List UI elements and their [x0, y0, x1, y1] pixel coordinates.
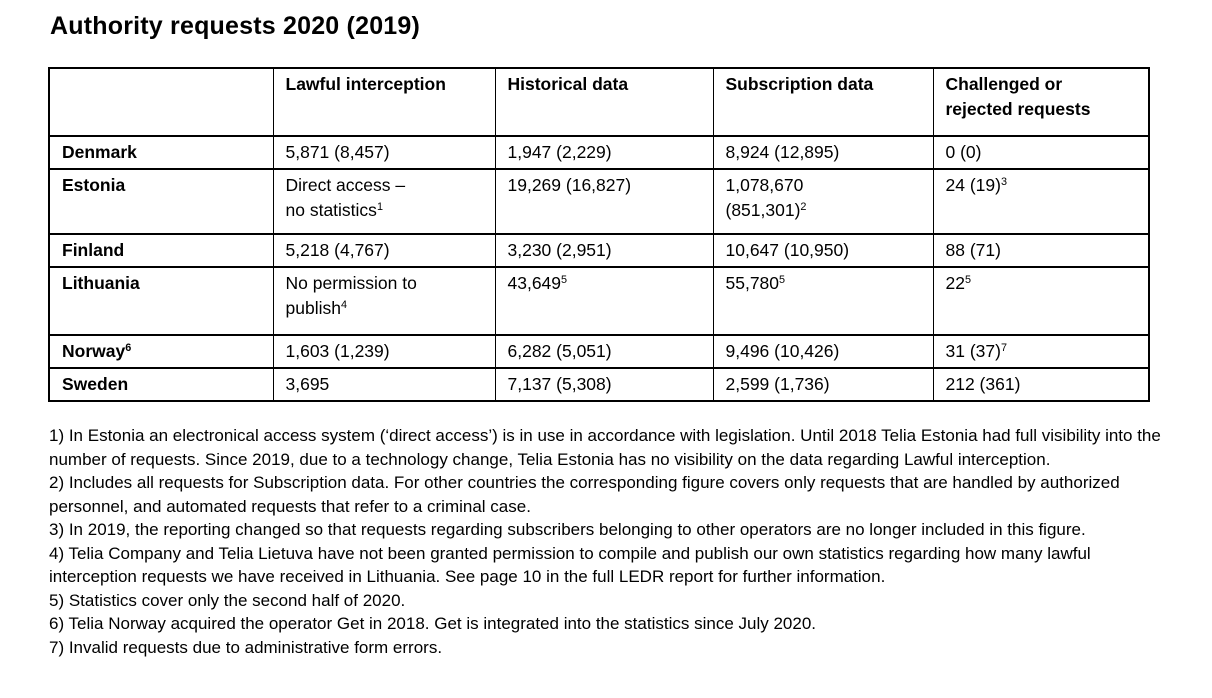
footnote-reference: 5 — [561, 274, 568, 287]
header-cell-empty — [49, 68, 273, 136]
value-cell: 19,269 (16,827) — [495, 169, 713, 234]
table-row — [49, 335, 1149, 368]
value-cell: 5,218 (4,767) — [273, 234, 495, 267]
country-cell: Sweden — [49, 368, 273, 401]
header-cell: Historical data — [495, 68, 713, 136]
footnote-reference: 1 — [376, 201, 383, 214]
footnote: 2) Includes all requests for Subscription data. For other countries the corresponding figure covers only requests that are handled by authorized personnel, and automated requests that refer to a criminal case. — [49, 473, 1120, 516]
table-row — [49, 368, 1149, 401]
value-cell: 1,078,670 $(851,301)^2$ — [713, 169, 933, 234]
value-cell: 3,230 (2,951) — [495, 234, 713, 267]
page-title: Authority requests 2020 (2019) — [50, 12, 421, 40]
table-header-row — [49, 68, 1149, 136]
footnote-reference: 4 — [340, 299, 347, 312]
value-cell: $22^5$ — [933, 267, 1149, 335]
footnote-reference: 3 — [1000, 176, 1007, 189]
value-cell: 43,649$^5$ — [495, 267, 713, 335]
country-cell: Estonia — [49, 169, 273, 234]
footnote-reference: 2 — [800, 201, 807, 214]
table-row — [49, 169, 1149, 234]
table-row — [49, 267, 1149, 335]
country-cell: Norway$^6$ — [49, 335, 273, 368]
table-body — [49, 136, 1149, 401]
country-cell: Finland — [49, 234, 273, 267]
footnote-reference: 5 — [779, 274, 786, 287]
footnote: 6) Telia Norway acquired the operator Get in 2018. Get is integrated into the statistics since July 2020. — [49, 614, 816, 633]
value-cell: 24 $(19)^3$ — [933, 169, 1149, 234]
value-cell: 2,599 (1,736) — [713, 368, 933, 401]
footnote: 1) In Estonia an electronical access system (‘direct access’) is in use in accordance with legislation. Until 2018 Telia Estonia had full visibility into the number of requests. Since 2019, due to a technology change, Telia Estonia has no visibility on the data regarding Lawful interception. — [49, 426, 1161, 469]
value-cell: 55,780$^5$ — [713, 267, 933, 335]
footnote-reference: 5 — [964, 274, 971, 287]
value-cell: 31 $(37)^7$ — [933, 335, 1149, 368]
table-row — [49, 234, 1149, 267]
value-cell: 8,924 (12,895) — [713, 136, 933, 169]
header-cell: Subscription data — [713, 68, 933, 136]
value-cell: 1,603 (1,239) — [273, 335, 495, 368]
value-cell: 1,947 (2,229) — [495, 136, 713, 169]
authority-requests-table — [48, 67, 1150, 402]
value-cell: 10,647 (10,950) — [713, 234, 933, 267]
value-cell: 3,695 — [273, 368, 495, 401]
value-cell: 9,496 (10,426) — [713, 335, 933, 368]
header-cell: Challenged or rejected requests — [933, 68, 1149, 136]
footnote-reference: 6 — [125, 342, 132, 355]
value-cell: 5,871 (8,457) — [273, 136, 495, 169]
footnote: 4) Telia Company and Telia Lietuva have not been granted permission to compile and publish our own statistics regarding how many lawful interception requests we have received in Lithuania. See page 10 in the full LEDR report for further information. — [49, 543, 1091, 586]
footnotes — [49, 424, 1169, 659]
country-cell: Denmark — [49, 136, 273, 169]
value-cell: Direct access – no statistics$^1$ — [273, 169, 495, 234]
value-cell: 212 (361) — [933, 368, 1149, 401]
value-cell: 88 (71) — [933, 234, 1149, 267]
value-cell: 6,282 (5,051) — [495, 335, 713, 368]
footnote: 3) In 2019, the reporting changed so that requests regarding subscribers belonging to other operators are no longer included in this figure. — [49, 520, 1086, 539]
value-cell: No permission to publish$^4$ — [273, 267, 495, 335]
table-row — [49, 136, 1149, 169]
country-cell: Lithuania — [49, 267, 273, 335]
footnote: 7) Invalid requests due to administrative form errors. — [49, 637, 443, 657]
value-cell: 7,137 (5,308) — [495, 368, 713, 401]
value-cell: 0 (0) — [933, 136, 1149, 169]
header-cell: Lawful interception — [273, 68, 495, 136]
footnote: 5) Statistics cover only the second half of 2020. — [49, 590, 406, 610]
footnote-reference: 7 — [1000, 342, 1007, 355]
